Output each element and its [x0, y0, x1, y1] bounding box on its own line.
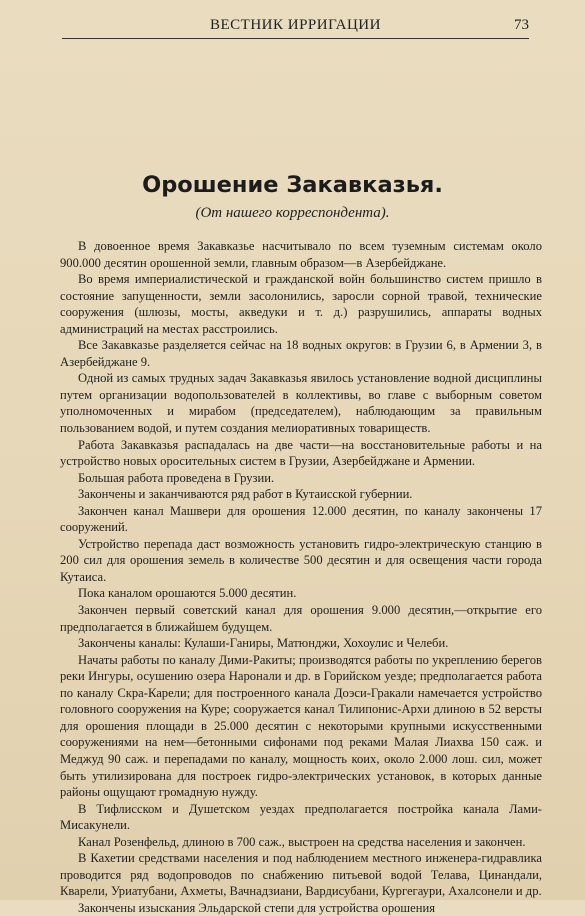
paragraph: В Тифлисском и Душетском уездах предполагается постройка канала Лами-Мисакунели. [60, 801, 542, 833]
paragraph: Большая работа проведена в Грузии. [78, 470, 275, 485]
paragraph: Во время империалистической и гражданской войн большинство систем пришло в состояние запущенности, земли засолонились, заросли сорной травой, технические сооружения (шлюзы, мосты, акведуки и т. д.) разрушились, аппараты водных администраций на местах расстроились. [60, 272, 542, 336]
article-body [60, 238, 542, 916]
paragraph: Одной из самых трудных задач Закавказья явилось установление водной дисциплины путем организации водопользователей в коллективы, во главе с выборным советом уполномоченных и мирабом (председателем), наблюдающим за правильным пользованием водой, и путем создания мелиоративных товариществ. [60, 371, 542, 436]
paragraph: Устройство перепада даст возможность установить гидро-электрическую станцию в 200 сил для орошения земель в количестве 500 десятин и для освещения части города Кутаиса. [60, 536, 542, 584]
running-header [62, 14, 529, 39]
page-number: 73 [514, 17, 529, 33]
paragraph: В довоенное время Закавказье насчитывало по всем туземным системам около 900.000 десятин орошенной земли, главным образом—в Азербейджане. [60, 239, 542, 270]
article-title: Орошение Закавказья. [142, 172, 443, 198]
article-subtitle: (От нашего корреспондента). [195, 205, 390, 221]
paragraph: Канал Розенфельд, длиною в 700 саж., выстроен на средства населения и закончен. [78, 834, 526, 849]
paragraph: Начаты работы по каналу Дими-Ракиты; производятся работы по укреплению берегов реки Ингуры, осушению озера Наронали и др. в Горийском уезде; предполагается работа по каналу Скра-Карели; для построенного канала Доэси-Гракали намечается устройство головного сооружения на Куре; сооружается канал Тилипонис-Архи длиною в 52 версты для орошения площади в 25.000 десятин с некоторыми крупными искусственными сооружениями на нем—бетонными сифонами под реками Малая Лиахва 150 саж. и Меджуд 90 саж. и перепадами по каналу, мощность коих, около 2.000 лош. сил, может быть утилизирована для построек гидро-электрических установок, в которых данные районы ощущают громадную нужду. [60, 652, 542, 800]
paragraph: Закончены каналы: Кулаши-Ганиры, Матюнджи, Хохоулис и Челеби. [78, 636, 449, 651]
paragraph: Закончены и заканчиваются ряд работ в Кутаисской губернии. [78, 487, 413, 502]
journal-title: ВЕСТНИК ИРРИГАЦИИ [210, 17, 381, 33]
paragraph: Работа Закавказья распадалась на две части—на восстановительные работы и на устройство новых оросительных систем в Грузии, Азербейджане и Армении. [60, 437, 542, 469]
paragraph: Закончены изыскания Эльдарской степи для устройства орошения [78, 900, 435, 915]
paragraph: Закончен первый советский канал для орошения 9.000 десятин,—открытие его предполагается в ближайшем будущем. [60, 603, 542, 634]
paragraph: В Кахетии средствами населения и под наблюдением местного инженера-гидравлика проводится ряд водопроводов по снабжению питьевой водой Телава, Цинандали, Кварели, Уриатубани, Ахметы, Вачнадзиани, Вардисубани, Кургегаури, Ахалсонели и др. [60, 851, 542, 899]
paragraph: Закончен канал Машвери для орошения 12.000 десятин, по каналу закончены 17 сооружений. [60, 503, 542, 535]
paragraph: Пока каналом орошаются 5.000 десятин. [78, 586, 297, 601]
paragraph: Все Закавказье разделяется сейчас на 18 водных округов: в Грузии 6, в Армении 3, в Азербейджане 9. [60, 338, 542, 369]
